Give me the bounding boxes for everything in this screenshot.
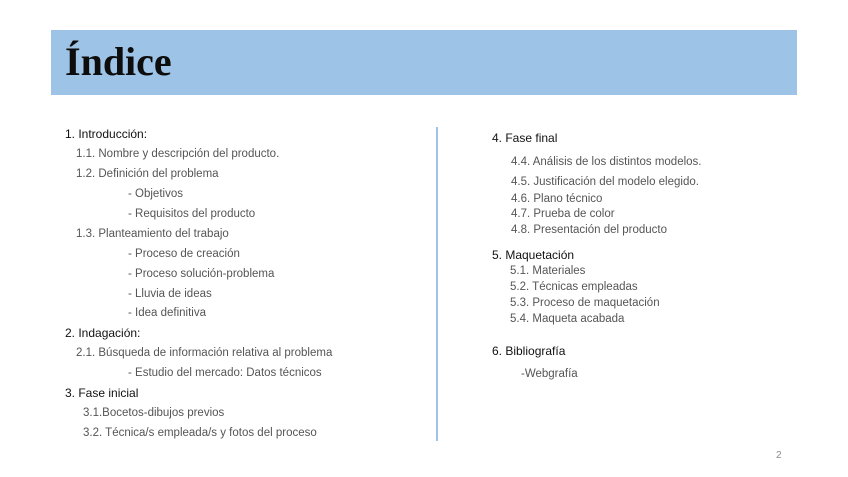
toc-entry: -Webgrafía [521, 368, 578, 380]
toc-heading-fase-inicial: 3. Fase inicial [65, 386, 139, 400]
toc-entry: 2.1. Búsqueda de información relativa al problema [76, 347, 333, 359]
toc-entry: 5.3. Proceso de maquetación [510, 297, 660, 309]
toc-entry: 3.1.Bocetos-dibujos previos [83, 407, 225, 419]
toc-entry: - Proceso solución-problema [128, 268, 275, 280]
toc-entry: 5.4. Maqueta acabada [510, 313, 625, 325]
toc-entry: - Idea definitiva [128, 307, 206, 319]
toc-entry: 1.3. Planteamiento del trabajo [76, 228, 229, 240]
toc-entry: - Estudio del mercado: Datos técnicos [128, 367, 322, 379]
column-divider [436, 127, 438, 441]
toc-entry: 4.8. Presentación del producto [511, 224, 667, 236]
toc-heading-indagacion: 2. Indagación: [65, 326, 141, 340]
toc-entry: 5.2. Técnicas empleadas [510, 281, 638, 293]
toc-entry: 1.2. Definición del problema [76, 168, 219, 180]
toc-entry: 4.6. Plano técnico [511, 193, 603, 205]
toc-entry: 4.5. Justificación del modelo elegido. [511, 176, 699, 188]
toc-entry: - Objetivos [128, 188, 183, 200]
toc-entry: - Proceso de creación [128, 248, 240, 260]
toc-entry: - Lluvia de ideas [128, 288, 212, 300]
toc-entry: 3.2. Técnica/s empleada/s y fotos del proceso [83, 427, 317, 439]
title-bar [51, 30, 797, 95]
toc-heading-bibliografia: 6. Bibliografía [492, 344, 566, 358]
toc-entry: 1.1. Nombre y descripción del producto. [76, 148, 280, 160]
slide-title: Índice [65, 39, 172, 84]
toc-heading-maquetacion: 5. Maquetación [492, 248, 575, 262]
toc-heading-fase-final: 4. Fase final [492, 131, 558, 145]
page-number: 2 [776, 450, 782, 461]
toc-entry: 4.7. Prueba de color [511, 208, 615, 220]
toc-entry: - Requisitos del producto [128, 208, 256, 220]
toc-entry: 5.1. Materiales [510, 265, 586, 277]
toc-entry: 4.4. Análisis de los distintos modelos. [511, 156, 702, 168]
toc-heading-introduccion: 1. Introducción: [65, 127, 148, 141]
